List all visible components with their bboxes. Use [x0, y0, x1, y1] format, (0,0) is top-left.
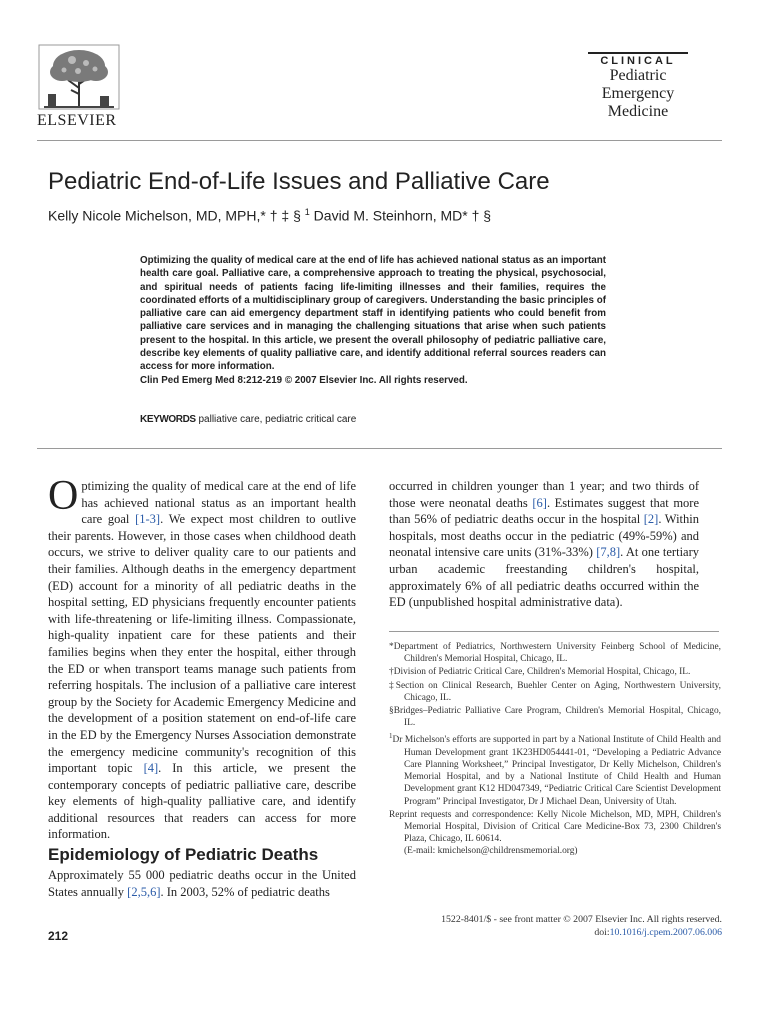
body-text: . In this article, we present the contemporary concepts of pediatric palliative care, describe key elements of high-quality palliative care, and identify additional resources that readers can access for more information. — [48, 761, 356, 842]
journal-masthead — [588, 52, 688, 121]
citation-link[interactable]: [4] — [143, 761, 159, 776]
body-text: . Estimates suggest that more than 56% of pediatric deaths occur in the hospital — [389, 495, 699, 527]
correspondence-email: (E-mail: kmichelson@childrensmemorial.org) — [404, 846, 578, 857]
journal-name-line: Emergency — [601, 85, 675, 102]
drop-cap: O — [48, 473, 79, 519]
journal-name-line: Pediatric — [609, 67, 667, 84]
footnote-text: Reprint requests and correspondence: Kelly Nicole Michelson, MD, MPH, Children's Memorial Hospital, Division of Critical Care Medicine-Box 73, 2300 Children's Plaza, Chicago, IL 60614. — [389, 809, 721, 845]
affiliation-superscript: 1 — [304, 207, 310, 217]
keywords-label: KEYWORDS — [140, 414, 196, 425]
abstract-citation: Clin Ped Emerg Med 8:212-219 © 2007 Elsevier Inc. All rights reserved. — [140, 374, 468, 386]
footnotes — [389, 641, 721, 859]
author-name: David M. Steinhorn, MD — [313, 207, 463, 224]
citation-link[interactable]: [2,5,6] — [127, 884, 161, 899]
doi-prefix: doi: — [594, 927, 610, 938]
issn-line: 1522-8401/$ - see front matter © 2007 Elsevier Inc. All rights reserved. — [441, 914, 722, 925]
footnote — [389, 809, 721, 858]
publisher-name: ELSEVIER — [37, 112, 117, 129]
journal-name-line: Medicine — [607, 103, 669, 120]
footnote-superscript: 1 — [389, 732, 393, 741]
author-line — [48, 207, 738, 224]
keywords — [140, 414, 606, 425]
footnote: *Department of Pediatrics, Northwestern University Feinberg School of Medicine, Children's Memorial Hospital, Chicago, IL. — [389, 642, 721, 665]
affiliation-marks: * † § — [462, 207, 492, 224]
body-text: occurred in children younger than 1 year; and two thirds of those were neonatal deaths — [389, 479, 699, 510]
abstract-text: Optimizing the quality of medical care at the end of life has achieved national status as an important health care goal. Palliative care, a comprehensive approach to treating the physical, psychosocial, and spiritual needs of patients facing life-limiting illnesses and their families, requires the coordinated efforts of a multidisciplinary group of caregivers. Understanding the basic principles of palliative care can aid emergency department staff in identifying patients who could benefit from palliative care services and in managing the challenging situations that arise when such patients present to the hospital. In this article, we present the overall philosophy of pediatric palliative care, describe key elements of quality palliative care, and identify additional referral sources readers can access for more information. — [140, 255, 606, 373]
citation-link[interactable]: [6] — [532, 495, 547, 510]
body-text: ptimizing the quality of medical care at the end of life has achieved national status as an important health care goal — [81, 479, 356, 527]
citation-link[interactable]: [7,8] — [596, 545, 621, 560]
body-text: . We expect most children to outlive their parents. However, in those cases when childhood death occurs, we strive to deliver quality care to our patients and their families. Although deaths in the emergency department (ED) account for a minority of all pediatric deaths in the hospital setting, ED physicians frequently encounter patients with life-threatening or life-limiting illness. Compassionate, high-quality inpatient care for these patients and their families begins when they enter the hospital, either through the ED or when transport teams manage such patients from referring hospitals. The inclusion of a palliative care interest group by the Society for Academic Emergency Medicine and the development of a position statement on end-of-life care in the ED by the Emergency Nurses Association demonstrate the emergency medicine community's recognition of this important topic — [48, 512, 356, 776]
elsevier-tree-logo — [38, 44, 120, 110]
copyright-block — [380, 913, 722, 939]
section-heading: Epidemiology of Pediatric Deaths — [48, 845, 319, 864]
body-paragraph-right — [389, 478, 699, 611]
page-number: 212 — [48, 929, 69, 943]
affiliation-marks: * † ‡ § — [260, 207, 301, 224]
footnote: ‡Section on Clinical Research, Buehler Center on Aging, Northwestern University, Chicago, IL. — [389, 680, 721, 703]
body-text: . Within hospitals, most deaths occur in the pediatric (49%-59%) and neonatal intensive care units (31%-33%) — [389, 512, 699, 560]
doi-line — [380, 926, 722, 939]
keywords-text: palliative care, pediatric critical care — [198, 414, 357, 425]
doi-link[interactable]: 10.1016/j.cpem.2007.06.006 — [609, 927, 722, 938]
citation-link[interactable]: [2] — [643, 512, 659, 527]
journal-top-word: CLINICAL — [600, 55, 676, 67]
article-title: Pediatric End-of-Life Issues and Palliative Care — [48, 168, 550, 195]
header-divider — [37, 140, 722, 141]
body-text: . In 2003, 52% of pediatric deaths — [160, 884, 330, 899]
keywords-divider — [37, 448, 722, 449]
footnote-text: Dr Michelson's efforts are supported in part by a National Institute of Child Health and Human Development grant 1K23HD054441-01, “Developing a Pediatric Advance Care Planning Worksheet,” Principal Investigator, Dr Kelly Michelson, Children's Memorial Hospital, and by a National Institute of Child Health and Human Development grant K12 HD047349, “Pediatric Critical Care Scientist Development Program” Principal Investigator, Dr J Michael Dean, University of Utah. — [392, 735, 721, 807]
footnote-divider — [389, 631, 719, 632]
footnote: †Division of Pediatric Critical Care, Children's Memorial Hospital, Chicago, IL. — [389, 667, 691, 678]
abstract — [140, 254, 606, 387]
masthead-rule — [588, 52, 688, 54]
citation-link[interactable]: [1-3] — [135, 512, 161, 527]
body-text: . At one tertiary urban academic freestanding children's hospital, approximately 6% of all pediatric deaths occurred within the ED (unpublished hospital administrative data). — [389, 545, 700, 610]
author-name: Kelly Nicole Michelson, MD, MPH, — [48, 207, 261, 224]
body-text: Approximately 55 000 pediatric deaths occur in the United States annually — [48, 868, 356, 899]
footnote: §Bridges–Pediatric Palliative Care Program, Children's Memorial Hospital, Chicago, IL. — [389, 706, 721, 729]
footnote — [389, 730, 721, 807]
body-paragraph-intro — [48, 473, 356, 843]
body-paragraph-epidemiology — [48, 867, 356, 900]
